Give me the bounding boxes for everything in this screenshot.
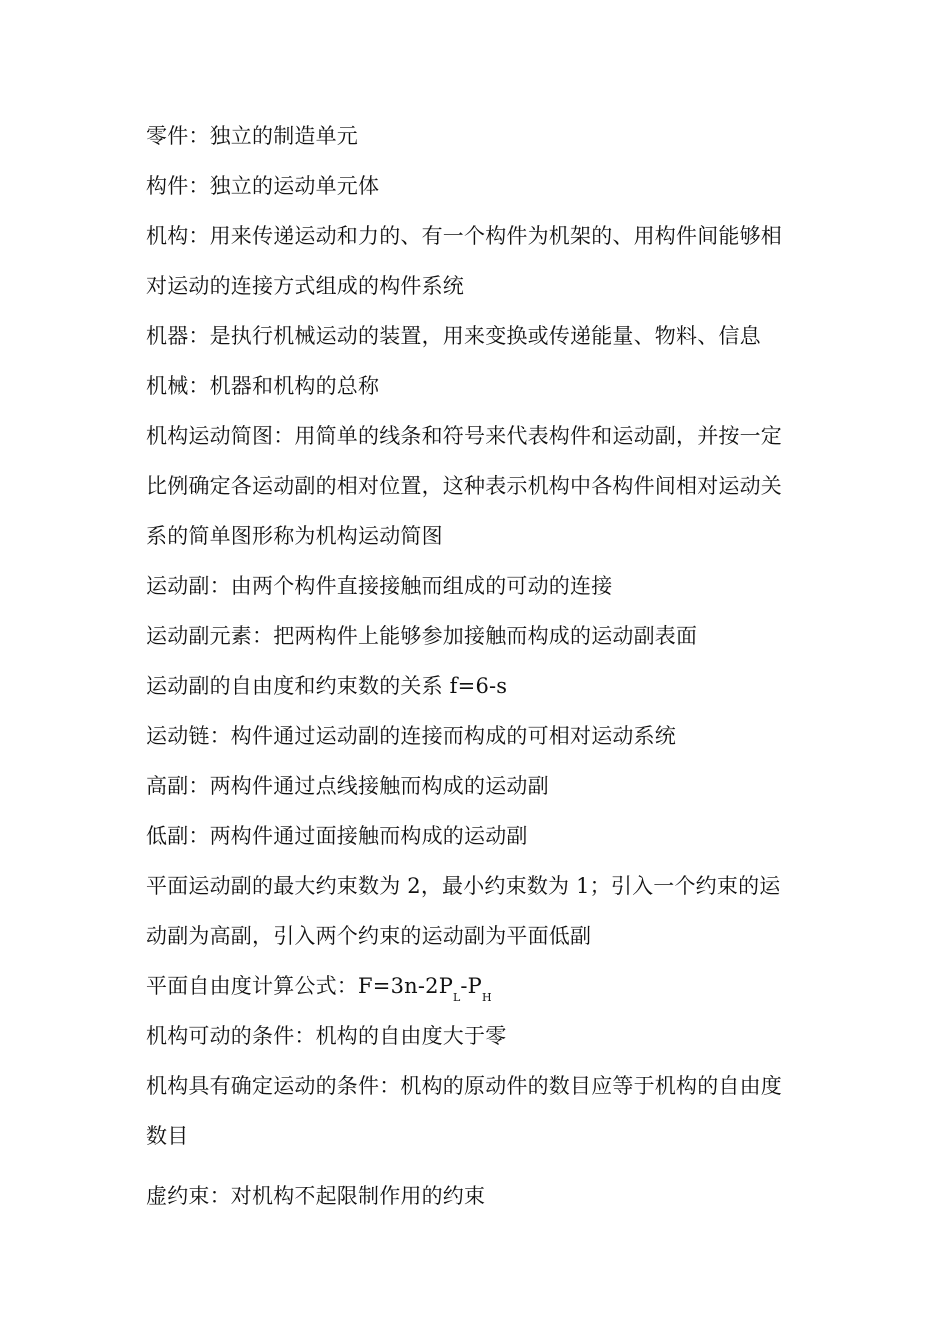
text-line: 机构运动简图：用简单的线条和符号来代表构件和运动副，并按一定 — [146, 424, 782, 448]
text-line: 比例确定各运动副的相对位置，这种表示机构中各构件间相对运动关 — [146, 474, 782, 498]
text-line: 机构：用来传递运动和力的、有一个构件为机架的、用构件间能够相 — [146, 224, 782, 248]
formula-prefix: 平面自由度计算公式：F=3n-2P — [146, 974, 454, 998]
formula-middle: -P — [460, 974, 482, 998]
text-line: 机器：是执行机械运动的装置，用来变换或传递能量、物料、信息 — [146, 324, 761, 348]
text-line: 运动链：构件通过运动副的连接而构成的可相对运动系统 — [146, 724, 676, 748]
text-line: 机构具有确定运动的条件：机构的原动件的数目应等于机构的自由度 — [146, 1074, 782, 1098]
text-line: 机构可动的条件：机构的自由度大于零 — [146, 1024, 507, 1048]
text-line: 运动副：由两个构件直接接触而组成的可动的连接 — [146, 574, 613, 598]
text-line: 高副：两构件通过点线接触而构成的运动副 — [146, 774, 549, 798]
text-line: 运动副元素：把两构件上能够参加接触而构成的运动副表面 — [146, 624, 698, 648]
formula-subscript-h: H — [482, 991, 492, 1004]
text-line: 对运动的连接方式组成的构件系统 — [146, 274, 464, 298]
formula-subscript-l: L — [453, 991, 461, 1004]
formula-line — [146, 971, 826, 1005]
text-line: 构件：独立的运动单元体 — [146, 174, 380, 198]
text-line: 机械：机器和机构的总称 — [146, 374, 380, 398]
text-line: 运动副的自由度和约束数的关系 f=6-s — [146, 674, 508, 698]
text-line: 虚约束：对机构不起限制作用的约束 — [146, 1184, 486, 1208]
text-line: 低副：两构件通过面接触而构成的运动副 — [146, 824, 528, 848]
text-line: 数目 — [146, 1124, 189, 1148]
text-line: 系的简单图形称为机构运动简图 — [146, 524, 443, 548]
text-line: 动副为高副，引入两个约束的运动副为平面低副 — [146, 924, 592, 948]
text-line: 平面运动副的最大约束数为 2，最小约束数为 1；引入一个约束的运 — [146, 874, 781, 898]
text-line: 零件：独立的制造单元 — [146, 124, 358, 148]
